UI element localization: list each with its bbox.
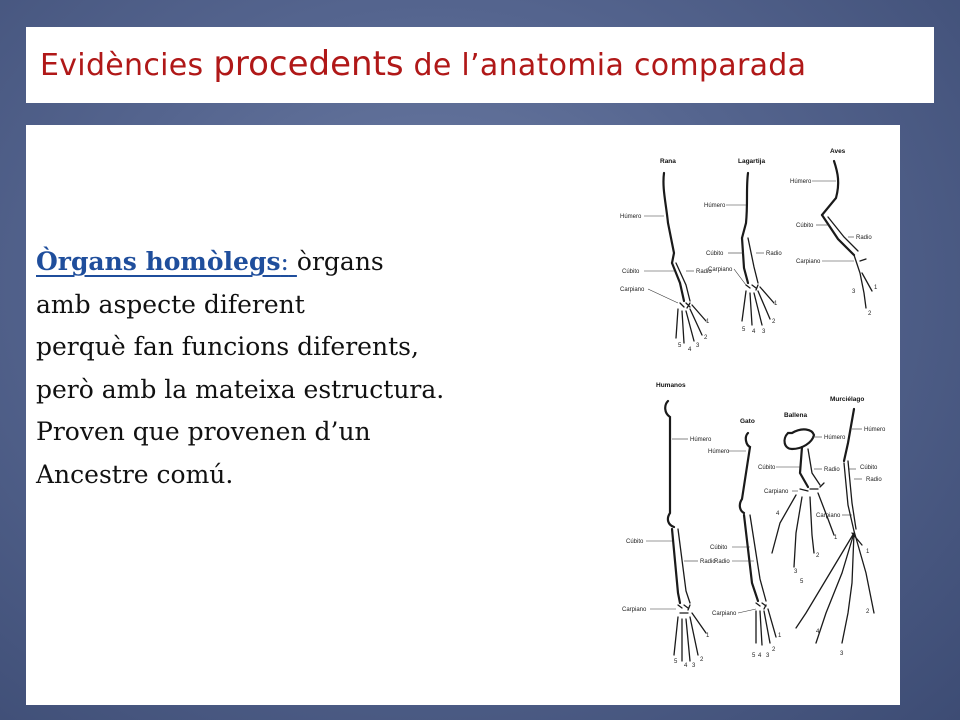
- svg-text:2: 2: [772, 319, 776, 325]
- label-humero: Húmero: [790, 179, 812, 185]
- body-line-1: [36, 241, 596, 284]
- limb-skeletons-diagram: [616, 143, 898, 698]
- label-radio: Radio: [824, 467, 840, 473]
- body-text: [36, 241, 596, 496]
- label-humero: Húmero: [824, 435, 846, 441]
- label-humanos: Humanos: [656, 382, 686, 389]
- label-radio: Radio: [700, 559, 716, 565]
- label-humero: Húmero: [690, 437, 712, 443]
- label-humero: Húmero: [708, 449, 730, 455]
- svg-text:1: 1: [706, 633, 710, 639]
- svg-text:5: 5: [674, 659, 678, 665]
- label-radio: Radio: [766, 251, 782, 257]
- svg-text:3: 3: [696, 343, 700, 349]
- svg-text:1: 1: [866, 549, 870, 555]
- slide-title: [26, 27, 934, 103]
- svg-text:3: 3: [766, 653, 770, 659]
- svg-text:2: 2: [700, 657, 704, 663]
- label-cubito: Cúbito: [626, 539, 644, 545]
- label-cubito: Cúbito: [860, 465, 878, 471]
- svg-text:2: 2: [866, 609, 870, 615]
- svg-text:3: 3: [692, 663, 696, 669]
- svg-text:3: 3: [794, 569, 798, 575]
- label-carpiano: Carpiano: [796, 259, 821, 265]
- svg-text:3: 3: [852, 289, 856, 295]
- label-murcielago: Murciélago: [830, 396, 865, 403]
- term-homologous-organs: Òrgans homòlegs: [36, 247, 281, 276]
- label-radio: Radio: [696, 269, 712, 275]
- svg-text:4: 4: [816, 629, 820, 635]
- svg-text:4: 4: [776, 511, 780, 517]
- label-cubito: Cúbito: [622, 269, 640, 275]
- bird-limb: [790, 148, 878, 317]
- body-line: amb aspecte diferent: [36, 289, 305, 319]
- svg-text:4: 4: [752, 329, 756, 335]
- homologous-limbs-figure: [616, 143, 898, 698]
- svg-text:2: 2: [816, 553, 820, 559]
- svg-text:5: 5: [800, 579, 804, 585]
- label-cubito: Cúbito: [796, 223, 814, 229]
- label-carpiano: Carpiano: [708, 267, 733, 273]
- label-carpiano: Carpiano: [712, 611, 737, 617]
- title-part-1: Evidències: [40, 48, 214, 83]
- label-carpiano: Carpiano: [622, 607, 647, 613]
- label-ballena: Ballena: [784, 412, 808, 419]
- label-cubito: Cúbito: [758, 465, 776, 471]
- label-carpiano: Carpiano: [620, 287, 645, 293]
- lizard-limb: [704, 158, 782, 335]
- svg-text:4: 4: [688, 347, 692, 353]
- svg-text:2: 2: [704, 335, 708, 341]
- svg-text:3: 3: [840, 651, 844, 657]
- svg-text:5: 5: [752, 653, 756, 659]
- label-gato: Gato: [740, 418, 755, 425]
- label-humero: Húmero: [864, 427, 886, 433]
- label-radio: Radio: [856, 235, 872, 241]
- body-line: Ancestre comú.: [36, 459, 234, 489]
- label-carpiano: Carpiano: [816, 513, 841, 519]
- svg-text:1: 1: [834, 535, 838, 541]
- human-limb: [622, 382, 716, 669]
- body-line-1-rest: òrgans: [296, 247, 384, 276]
- svg-text:4: 4: [758, 653, 762, 659]
- label-radio: Radio: [714, 559, 730, 565]
- svg-text:2: 2: [772, 647, 776, 653]
- body-line: Proven que provenen d’un: [36, 417, 371, 446]
- cat-limb: [708, 418, 782, 659]
- label-cubito: Cúbito: [706, 251, 724, 257]
- whale-limb: [758, 412, 846, 575]
- label-radio: Radio: [866, 477, 882, 483]
- title-part-3: de l’anatomia comparada: [403, 48, 807, 83]
- body-line: però amb la mateixa estructura.: [36, 374, 445, 404]
- label-carpiano: Carpiano: [764, 489, 789, 495]
- label-humero: Húmero: [704, 203, 726, 209]
- label-lagartija: Lagartija: [738, 158, 766, 165]
- svg-text:1: 1: [706, 319, 710, 325]
- label-aves: Aves: [830, 148, 846, 155]
- term-colon: :: [280, 247, 289, 276]
- body-line: perquè fan funcions diferents,: [36, 332, 419, 361]
- svg-text:1: 1: [774, 301, 778, 307]
- label-cubito: Cúbito: [710, 545, 728, 551]
- title-part-2: procedents: [213, 44, 404, 84]
- svg-text:3: 3: [762, 329, 766, 335]
- svg-text:1: 1: [874, 285, 878, 291]
- label-rana: Rana: [660, 158, 676, 165]
- label-humero: Húmero: [620, 214, 642, 220]
- svg-text:1: 1: [778, 633, 782, 639]
- svg-text:5: 5: [678, 343, 682, 349]
- frog-limb: [620, 158, 712, 353]
- svg-text:4: 4: [684, 663, 688, 669]
- content-panel: [26, 125, 900, 705]
- svg-text:5: 5: [742, 327, 746, 333]
- svg-text:2: 2: [868, 311, 872, 317]
